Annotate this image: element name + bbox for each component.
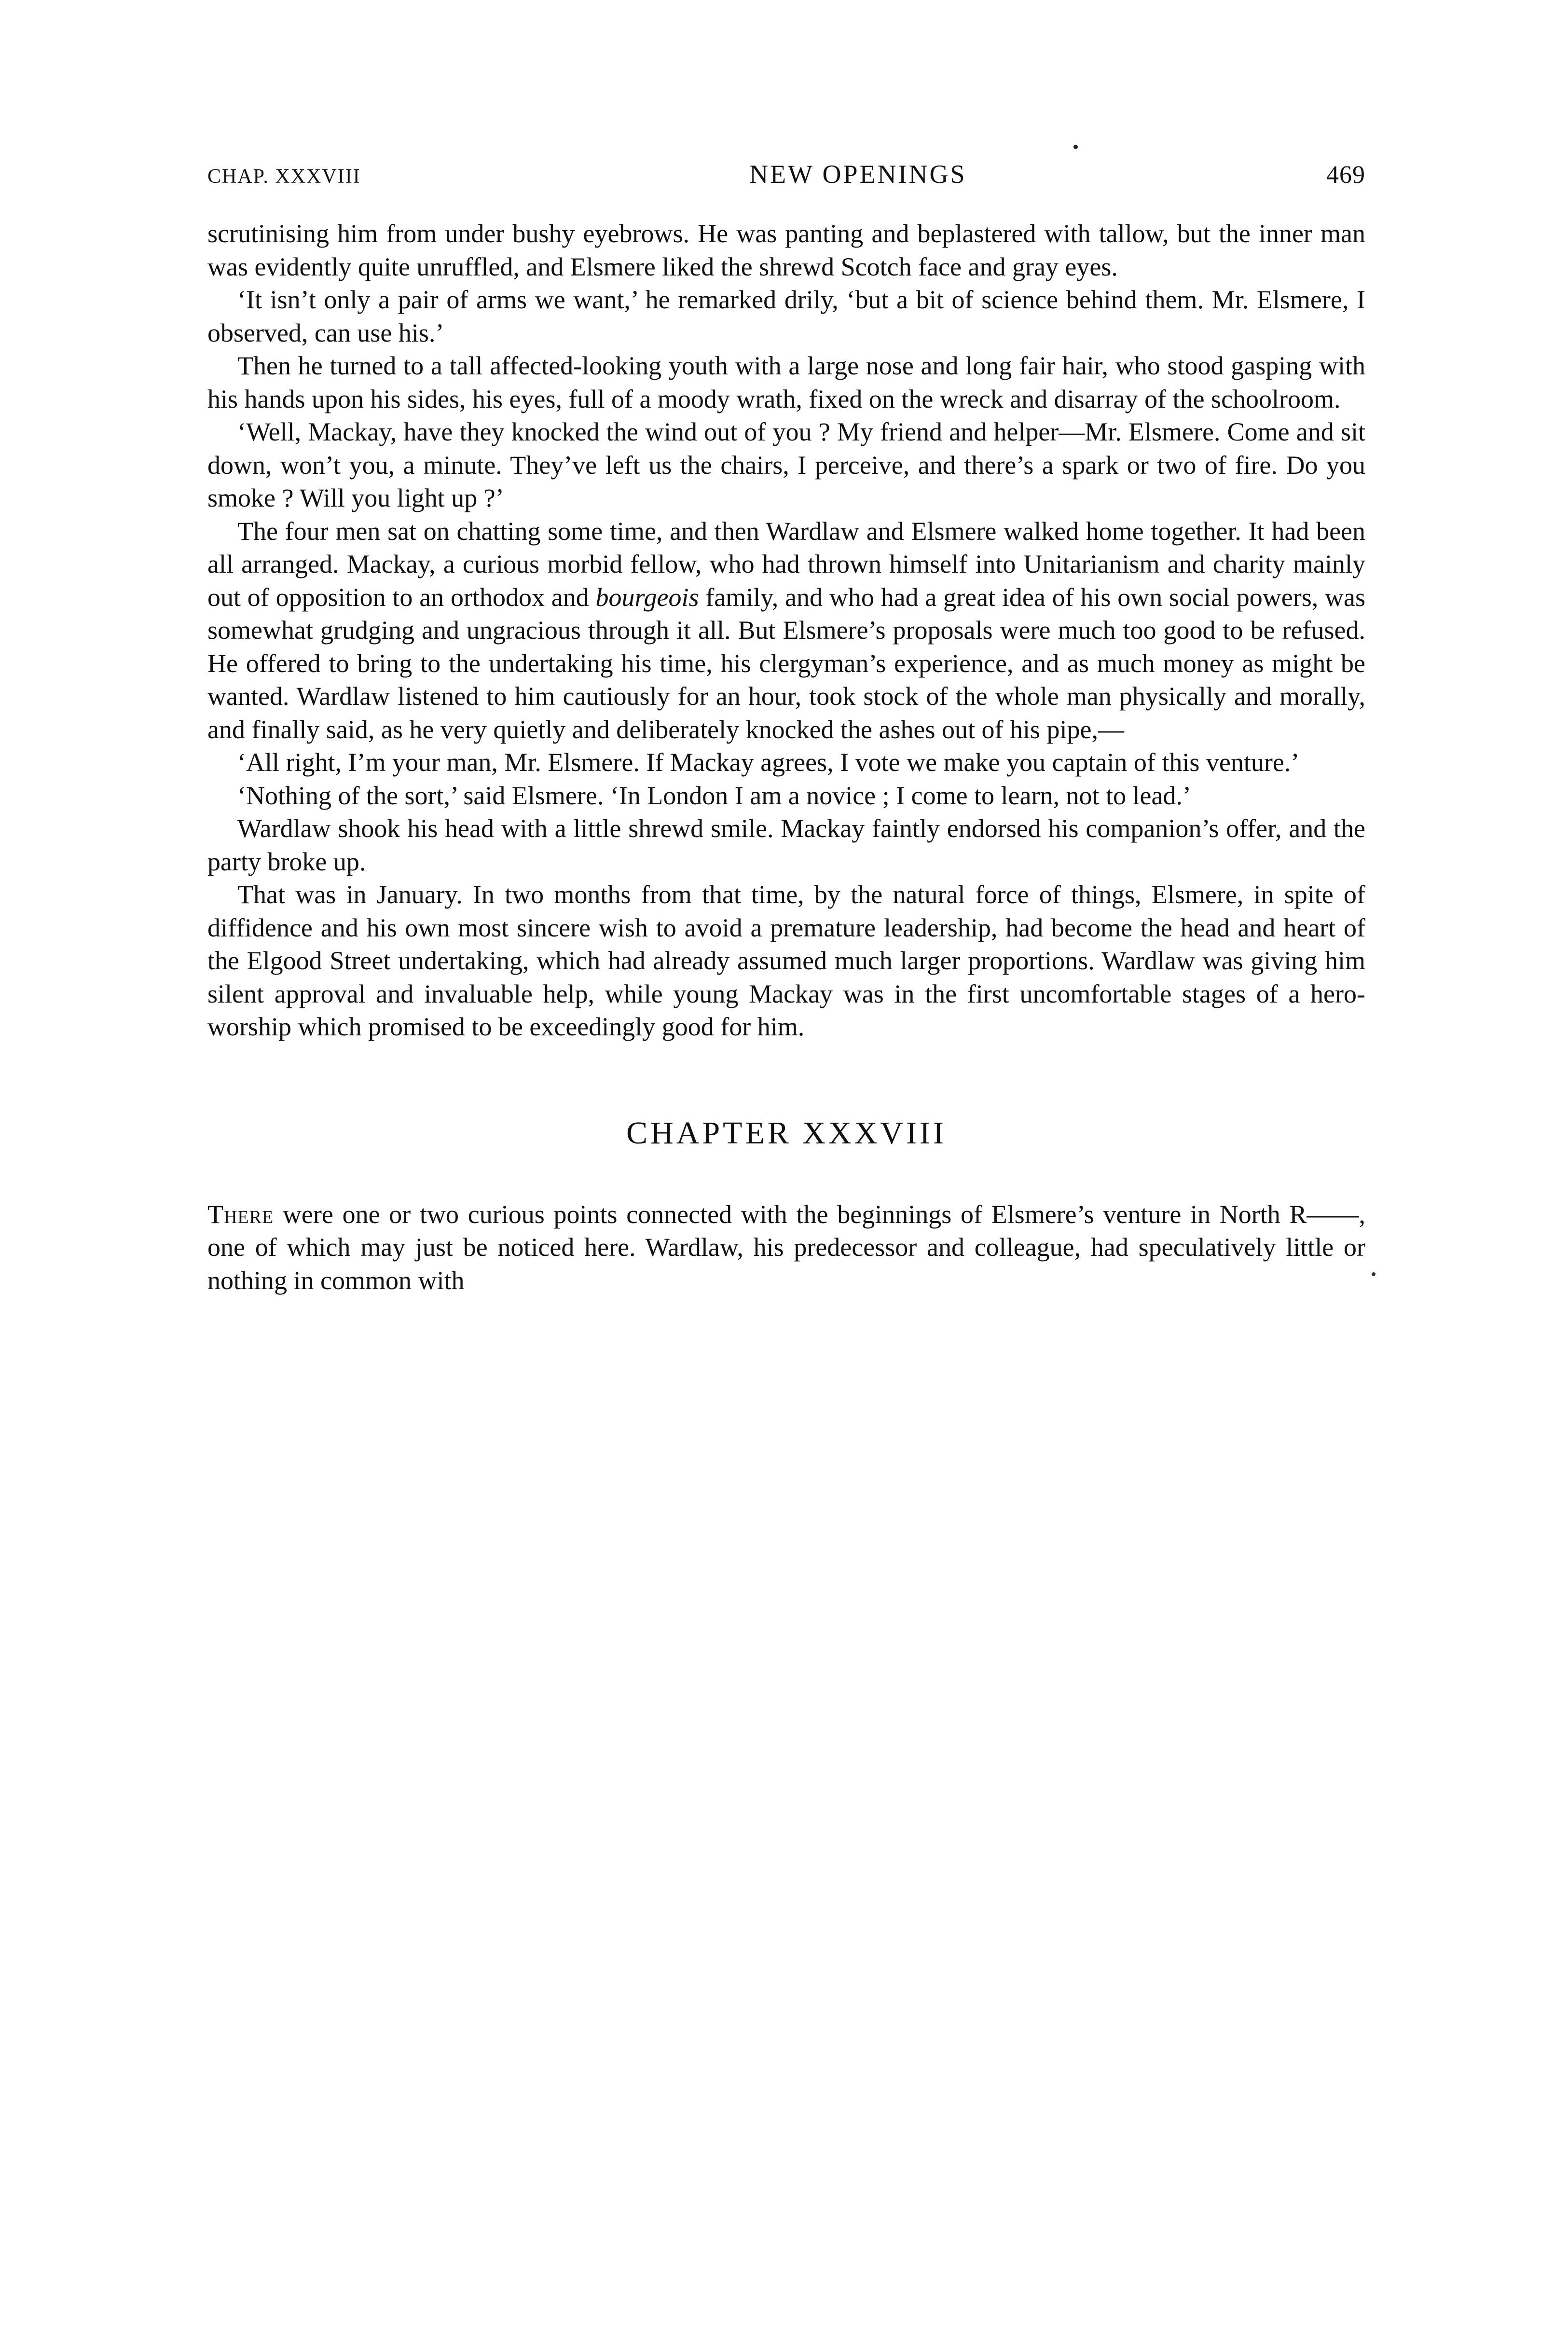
paragraph: ‘All right, I’m your man, Mr. Elsmere. If Mackay agrees, I vote we make you captain of this venture.’: [237, 748, 1300, 777]
page-speck-top: [1073, 145, 1078, 149]
paragraph-part-2: family, and who had a great idea of his own social powers, was somewhat grudging and ungracious through it all. But Elsmere’s proposals were much too good to be refused. He offered to bring to the undertaking his time, his clergyman’s experience, and as much money as might be wanted. Wardlaw listened to him cautiously for an hour, took stock of the whole man physically and morally, and finally said, as he very quietly and deliberately knocked the ashes out of his pipe,—: [207, 582, 1366, 744]
running-head: [207, 159, 1365, 189]
paragraph: ‘Well, Mackay, have they knocked the wind out of you ? My friend and helper—Mr. Elsmere. Come and sit down, won’t you, a minute. They’ve left us the chairs, I perceive, and there’s a spark or two of fire. Do you smoke ? Will you light up ?’: [207, 417, 1365, 512]
page-number: 469: [1326, 161, 1365, 189]
italic-term: bourgeois: [595, 582, 699, 612]
paragraph: ‘It isn’t only a pair of arms we want,’ he remarked drily, ‘but a bit of science behind them. Mr. Elsmere, I observed, can use his.’: [207, 285, 1365, 347]
chapter-opening-paragraph: [207, 1198, 1365, 1297]
chapter-heading: CHAPTER XXXVIII: [626, 1115, 947, 1151]
paragraph: scrutinising him from under bushy eyebrows. He was panting and beplastered with tallow, but the inner man was evidently quite unruffled, and Elsmere liked the shrewd Scotch face and gray eyes.: [207, 219, 1365, 281]
paragraph-with-italic: [207, 515, 1365, 746]
chapter-opening-smallcaps: There: [207, 1199, 274, 1229]
page-content: [207, 159, 1365, 1297]
page-speck-right: [1372, 1272, 1375, 1276]
running-head-title: NEW OPENINGS: [749, 160, 967, 189]
paragraph: Then he turned to a tall affected-looking youth with a large nose and long fair hair, who stood gasping with his hands upon his sides, his eyes, full of a moody wrath, fixed on the wreck and disarray of the schoolroom.: [207, 351, 1365, 413]
body-text: [207, 217, 1365, 1044]
paragraph-part-1: The four men sat on chatting some time, and then Wardlaw and Elsmere walked home together. It had been all arranged. Mackay, a curious morbid fellow, who had thrown himself into Unitarianism and charity mainly out of opposition to an orthodox and: [207, 516, 1365, 612]
chapter-body-text: [207, 1198, 1365, 1297]
running-head-chapter: CHAP. XXXVIII: [207, 165, 361, 188]
paragraph: That was in January. In two months from that time, by the natural force of things, Elsmere, in spite of diffidence and his own most sincere wish to avoid a premature leadership, had become the head and heart of the Elgood Street undertaking, which had already assumed much larger proportions. Wardlaw was giving him silent approval and invaluable help, while young Mackay was in the first uncomfortable stages of a hero-worship which promised to be exceedingly good for him.: [207, 880, 1365, 1041]
paragraph: ‘Nothing of the sort,’ said Elsmere. ‘In London I am a novice ; I come to learn, not to lead.’: [237, 781, 1191, 810]
chapter-opening-rest: were one or two curious points connected with the beginnings of Elsmere’s venture in North R——, one of which may just be noticed here. Wardlaw, his predecessor and colleague, had speculatively little or nothing in common with: [207, 1199, 1365, 1295]
paragraph: Wardlaw shook his head with a little shrewd smile. Mackay faintly endorsed his companion’s offer, and the party broke up.: [207, 814, 1365, 876]
